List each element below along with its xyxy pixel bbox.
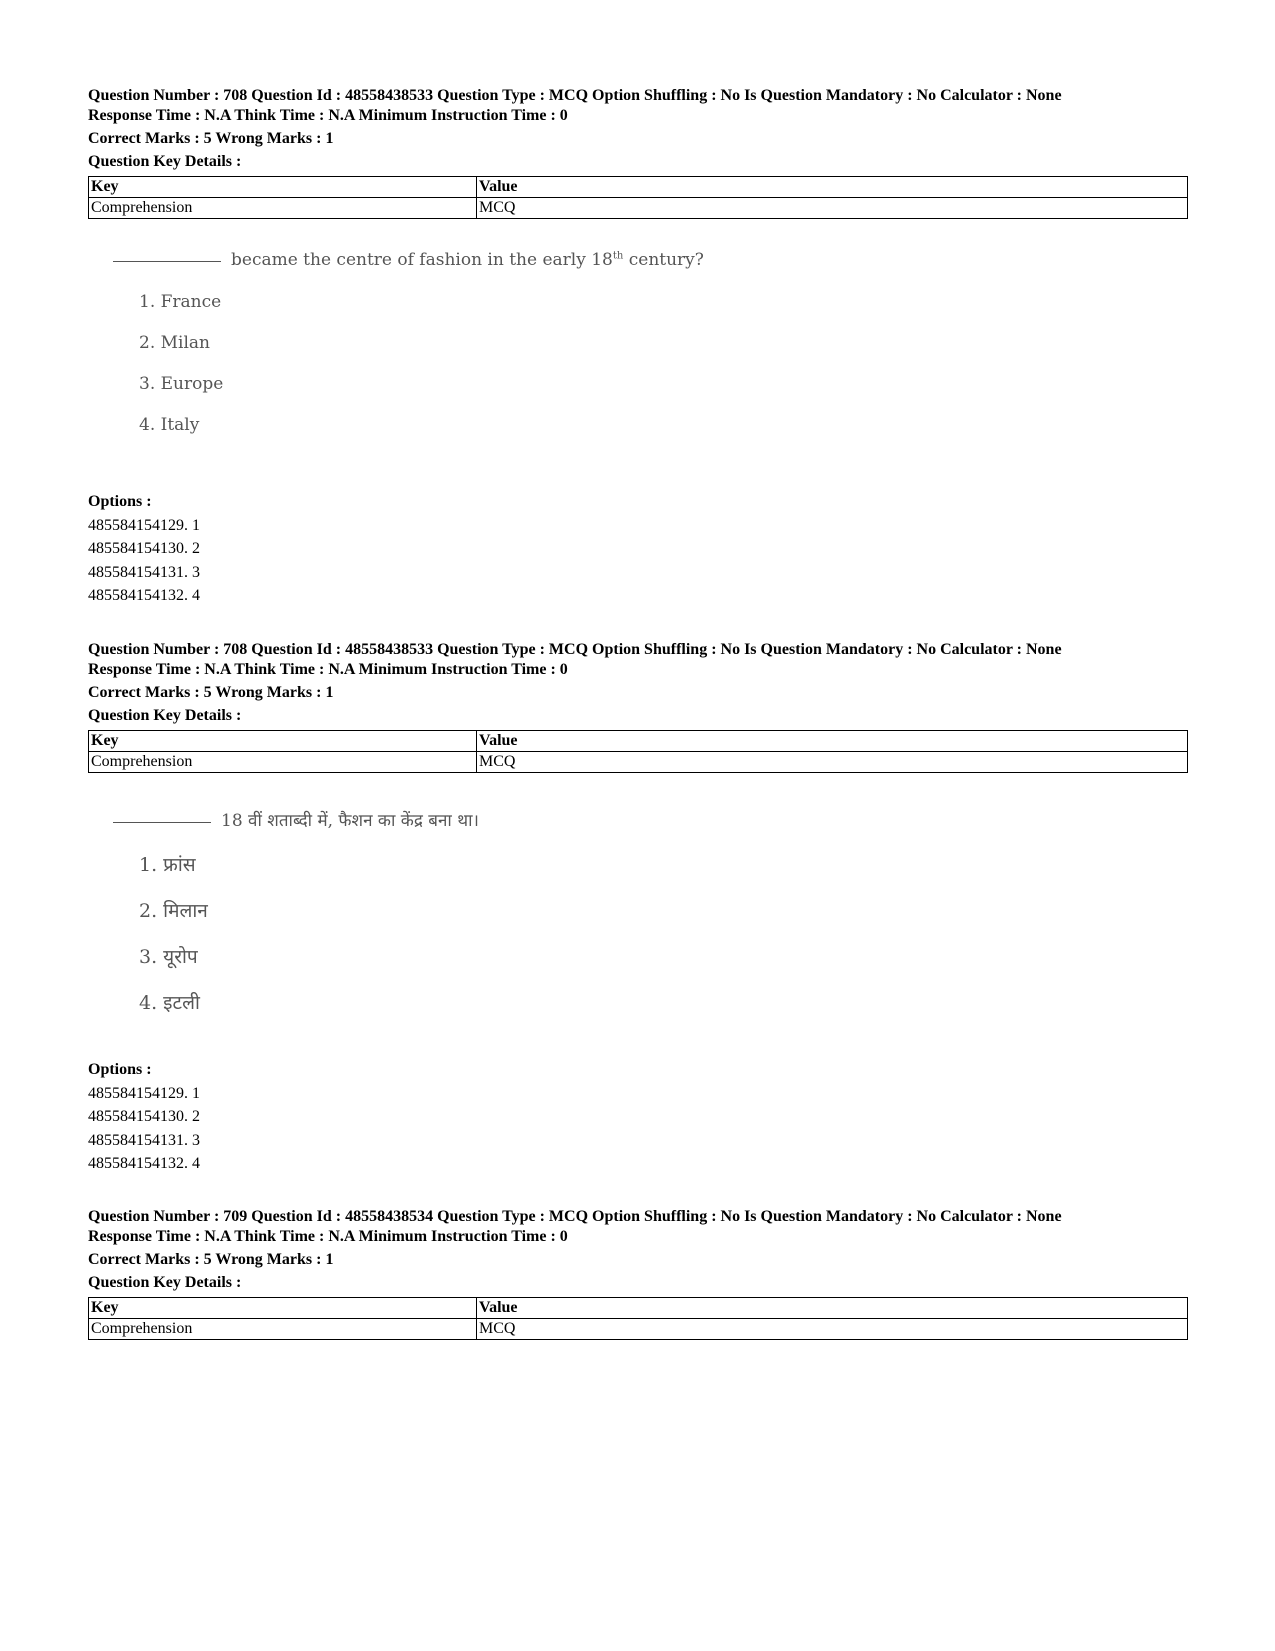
answer-blank (113, 821, 211, 823)
question-image-english (113, 250, 704, 435)
question-header-2 (88, 640, 1188, 773)
choice-4: 4. इटली (139, 992, 200, 1014)
choice-1: 1. फ्रांस (139, 854, 196, 876)
question-meta-line1: Question Number : 708 Question Id : 48558438533 Question Type : MCQ Option Shuffling : No Is Question Mandatory : No Calculator : None (88, 87, 1062, 104)
question-meta-line1: Question Number : 709 Question Id : 48558438534 Question Type : MCQ Option Shuffling : No Is Question Mandatory : No Calculator : None (88, 1208, 1062, 1225)
options-list-2 (88, 1058, 200, 1176)
choice-2: 2. Milan (139, 333, 210, 353)
options-list-1 (88, 490, 200, 608)
table-header-value: Value (477, 177, 1188, 198)
choice-1: 1. France (139, 292, 222, 312)
question-stem: 18 वीं शताब्दी में, फैशन का केंद्र बना था। (113, 808, 479, 831)
option-item: 485584154132. 4 (88, 1155, 200, 1172)
choice-4: 4. Italy (139, 415, 200, 435)
option-item: 485584154129. 1 (88, 1084, 200, 1102)
question-marks: Correct Marks : 5 Wrong Marks : 1 (88, 130, 334, 147)
question-meta-line2: Response Time : N.A Think Time : N.A Minimum Instruction Time : 0 (88, 661, 568, 678)
table-cell-key: Comprehension (89, 752, 477, 773)
option-item: 485584154131. 3 (88, 563, 200, 581)
key-details-table (88, 730, 1188, 773)
option-item: 485584154132. 4 (88, 587, 200, 604)
options-label: Options : (88, 1061, 152, 1078)
table-cell-value: MCQ (477, 198, 1188, 219)
key-details-label: Question Key Details : (88, 1274, 242, 1291)
options-label: Options : (88, 493, 152, 510)
table-header-value: Value (477, 1298, 1188, 1319)
table-cell-key: Comprehension (89, 1319, 477, 1340)
table-header-key: Key (89, 177, 477, 198)
table-cell-value: MCQ (477, 1319, 1188, 1340)
table-cell-key: Comprehension (89, 198, 477, 219)
table-header-key: Key (89, 1298, 477, 1319)
question-image-hindi (113, 808, 479, 1015)
question-header-1 (88, 86, 1188, 219)
key-details-table (88, 176, 1188, 219)
table-header-value: Value (477, 731, 1188, 752)
option-item: 485584154131. 3 (88, 1131, 200, 1149)
choice-3: 3. यूरोप (139, 946, 198, 968)
key-details-label: Question Key Details : (88, 707, 242, 724)
question-marks: Correct Marks : 5 Wrong Marks : 1 (88, 684, 334, 701)
question-meta-line2: Response Time : N.A Think Time : N.A Minimum Instruction Time : 0 (88, 107, 568, 124)
choice-3: 3. Europe (139, 374, 224, 394)
option-item: 485584154130. 2 (88, 1108, 200, 1125)
table-header-key: Key (89, 731, 477, 752)
key-details-table (88, 1297, 1188, 1340)
question-meta-line1: Question Number : 708 Question Id : 48558438533 Question Type : MCQ Option Shuffling : No Is Question Mandatory : No Calculator : None (88, 641, 1062, 658)
question-stem: became the centre of fashion in the early 18th century? (113, 250, 704, 270)
answer-blank (113, 260, 221, 262)
option-item: 485584154129. 1 (88, 516, 200, 534)
question-meta-line2: Response Time : N.A Think Time : N.A Minimum Instruction Time : 0 (88, 1228, 568, 1245)
key-details-label: Question Key Details : (88, 153, 242, 170)
choice-2: 2. मिलान (139, 900, 208, 922)
question-header-3 (88, 1207, 1188, 1340)
option-item: 485584154130. 2 (88, 540, 200, 557)
table-cell-value: MCQ (477, 752, 1188, 773)
question-marks: Correct Marks : 5 Wrong Marks : 1 (88, 1251, 334, 1268)
